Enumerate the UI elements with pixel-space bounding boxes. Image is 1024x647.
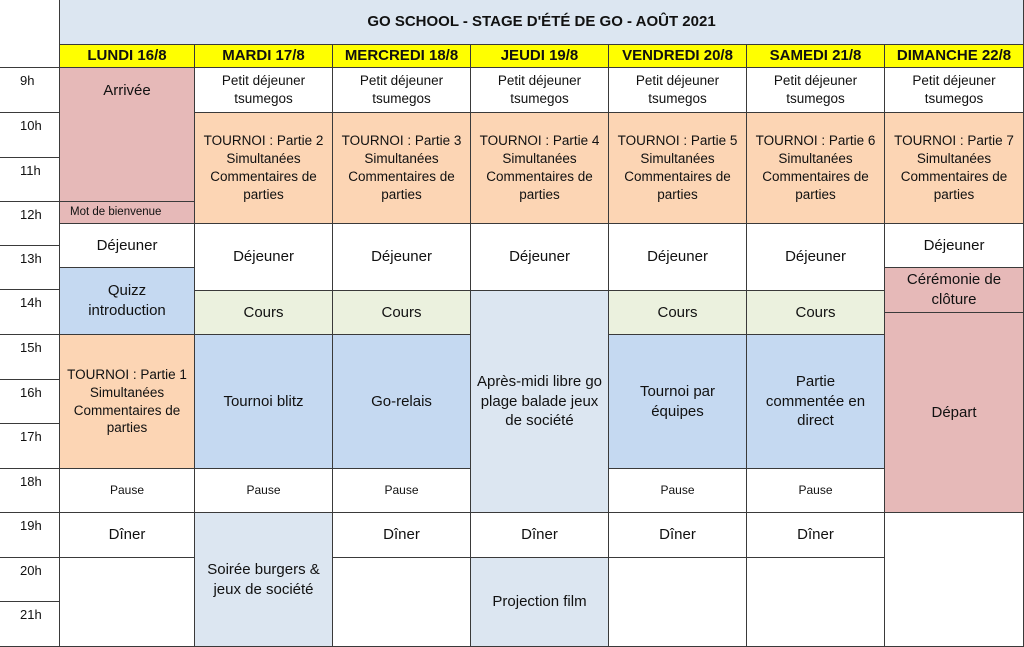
event-dejeuner: Déjeuner [471,224,609,291]
event-dejeuner: Déjeuner [333,224,471,291]
day-header-sunday: DIMANCHE 22/8 [885,45,1024,68]
hour-label: 13h [0,246,60,290]
hour-label: 15h [0,335,60,380]
event-apres-midi-libre: Après-midi libre go plage balade jeux de société [471,291,609,513]
hour-label: 14h [0,290,60,335]
event-tournoi-partie-7: TOURNOI : Partie 7 Simultanées Commentaires de parties [885,113,1024,224]
empty-cell [609,558,747,647]
event-pause: Pause [60,469,195,513]
day-header-friday: VENDREDI 20/8 [609,45,747,68]
event-cours: Cours [609,291,747,335]
event-petit-dejeuner: Petit déjeuner tsumegos [885,68,1024,113]
event-depart: Départ [885,313,1024,513]
day-header-tuesday: MARDI 17/8 [195,45,333,68]
hour-label: 21h [0,602,60,647]
empty-cell [333,558,471,647]
event-dejeuner: Déjeuner [60,224,195,268]
event-mot-de-bienvenue: Mot de bienvenue [60,202,195,224]
empty-cell [60,558,195,647]
event-tournoi-partie-3: TOURNOI : Partie 3 Simultanées Commentaires de parties [333,113,471,224]
schedule-title: GO SCHOOL - STAGE D'ÉTÉ DE GO - AOÛT 2021 [60,0,1024,45]
event-tournoi-partie-5: TOURNOI : Partie 5 Simultanées Commentaires de parties [609,113,747,224]
event-pause: Pause [195,469,333,513]
event-dejeuner: Déjeuner [885,224,1024,268]
event-tournoi-partie-2: TOURNOI : Partie 2 Simultanées Commentaires de parties [195,113,333,224]
event-diner: Dîner [60,513,195,558]
hour-label: 9h [0,68,60,113]
event-diner: Dîner [471,513,609,558]
event-pause: Pause [609,469,747,513]
event-dejeuner: Déjeuner [609,224,747,291]
hour-label: 10h [0,113,60,158]
event-tournoi-partie-1: TOURNOI : Partie 1 Simultanées Commentaires de parties [60,335,195,469]
event-soiree-burgers: Soirée burgers & jeux de société [195,513,333,647]
event-ceremonie-de-cloture: Cérémonie de clôture [885,268,1024,313]
event-dejeuner: Déjeuner [195,224,333,291]
event-cours: Cours [195,291,333,335]
empty-cell [885,513,1024,647]
hour-label: 11h [0,158,60,202]
event-cours: Cours [747,291,885,335]
event-petit-dejeuner: Petit déjeuner tsumegos [333,68,471,113]
day-header-wednesday: MERCREDI 18/8 [333,45,471,68]
hour-label: 20h [0,558,60,602]
event-go-relais: Go-relais [333,335,471,469]
event-partie-commentee: Partie commentée en direct [747,335,885,469]
event-arrivee: Arrivée [60,68,195,202]
event-dejeuner: Déjeuner [747,224,885,291]
empty-cell [747,558,885,647]
event-tournoi-par-equipes: Tournoi par équipes [609,335,747,469]
hour-label: 16h [0,380,60,424]
hour-label: 12h [0,202,60,246]
event-diner: Dîner [609,513,747,558]
event-quizz-introduction: Quizz introduction [60,268,195,335]
event-petit-dejeuner: Petit déjeuner tsumegos [747,68,885,113]
hour-label: 17h [0,424,60,469]
day-header-thursday: JEUDI 19/8 [471,45,609,68]
event-pause: Pause [333,469,471,513]
event-projection-film: Projection film [471,558,609,647]
event-pause: Pause [747,469,885,513]
day-header-saturday: SAMEDI 21/8 [747,45,885,68]
event-petit-dejeuner: Petit déjeuner tsumegos [471,68,609,113]
hour-label: 18h [0,469,60,513]
event-tournoi-partie-6: TOURNOI : Partie 6 Simultanées Commentaires de parties [747,113,885,224]
event-diner: Dîner [333,513,471,558]
event-petit-dejeuner: Petit déjeuner tsumegos [195,68,333,113]
hour-label: 19h [0,513,60,558]
event-petit-dejeuner: Petit déjeuner tsumegos [609,68,747,113]
day-header-monday: LUNDI 16/8 [60,45,195,68]
event-tournoi-blitz: Tournoi blitz [195,335,333,469]
event-diner: Dîner [747,513,885,558]
corner-cell [0,0,60,68]
event-cours: Cours [333,291,471,335]
event-tournoi-partie-4: TOURNOI : Partie 4 Simultanées Commentaires de parties [471,113,609,224]
